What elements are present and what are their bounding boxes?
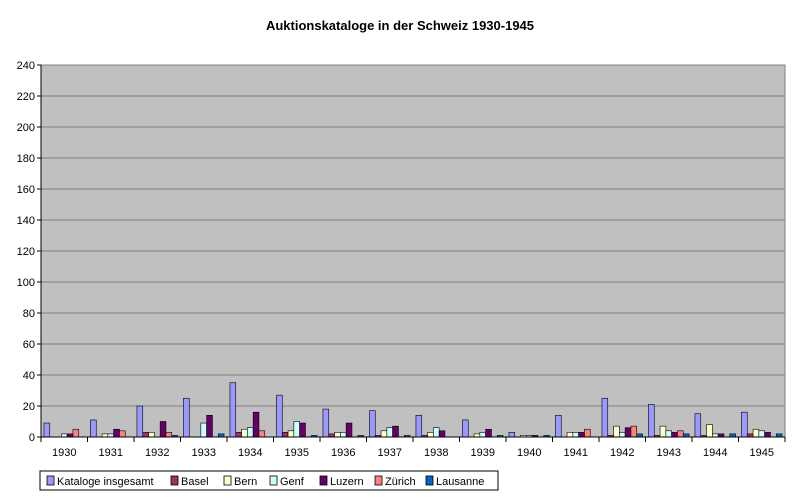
- x-tick-label: 1934: [238, 447, 263, 459]
- bar: [695, 414, 701, 437]
- bar: [631, 426, 637, 437]
- bar: [207, 415, 213, 437]
- bar: [381, 431, 387, 437]
- bar: [584, 429, 590, 437]
- bar: [114, 429, 120, 437]
- legend-label: Zürich: [385, 476, 416, 488]
- bar: [335, 432, 341, 437]
- legend-label: Genf: [280, 476, 304, 488]
- bar: [276, 395, 282, 437]
- bar: [666, 431, 672, 437]
- bar: [759, 431, 765, 437]
- bar: [259, 431, 265, 437]
- bar: [242, 429, 248, 437]
- bar: [300, 423, 306, 437]
- bar: [480, 432, 486, 437]
- legend-swatch: [375, 476, 382, 485]
- bar: [486, 429, 492, 437]
- bar: [462, 420, 468, 437]
- bar: [439, 431, 445, 437]
- y-tick-label: 20: [22, 401, 35, 413]
- bar: [73, 429, 79, 437]
- bar: [44, 423, 50, 437]
- bar: [555, 415, 561, 437]
- bar: [567, 432, 573, 437]
- bar: [428, 432, 434, 437]
- bar: [602, 398, 608, 437]
- legend-label: Kataloge insgesamt: [57, 476, 154, 488]
- y-tick-label: 120: [16, 246, 35, 258]
- y-tick-label: 160: [16, 184, 35, 196]
- x-tick-label: 1931: [98, 447, 123, 459]
- bar: [387, 428, 393, 437]
- x-tick-label: 1939: [470, 447, 495, 459]
- bar: [433, 428, 439, 437]
- x-tick-label: 1932: [145, 447, 170, 459]
- legend-label: Basel: [181, 476, 209, 488]
- chart-title: Auktionskataloge in der Schweiz 1930-1945: [265, 18, 535, 33]
- legend-swatch: [426, 476, 433, 485]
- y-tick-label: 240: [16, 60, 35, 72]
- y-axis: [17, 60, 41, 444]
- bar: [416, 415, 422, 437]
- bar: [323, 409, 329, 437]
- x-tick-label: 1945: [749, 447, 774, 459]
- bar: [253, 412, 259, 437]
- bar: [137, 406, 143, 437]
- x-tick-label: 1944: [703, 447, 728, 459]
- bar: [236, 432, 242, 437]
- y-tick-label: 0: [28, 432, 35, 444]
- bar: [119, 431, 125, 437]
- bar: [282, 432, 288, 437]
- legend-label: Bern: [234, 476, 258, 488]
- bar: [573, 432, 579, 437]
- legend-swatch: [270, 476, 277, 485]
- bar: [230, 383, 236, 437]
- x-tick-label: 1935: [284, 447, 309, 459]
- bar: [509, 432, 515, 437]
- bar: [619, 432, 625, 437]
- x-tick-label: 1930: [52, 447, 77, 459]
- bar: [143, 432, 149, 437]
- bar: [346, 423, 352, 437]
- x-tick-label: 1942: [610, 447, 635, 459]
- bar: [160, 422, 166, 438]
- x-tick-label: 1933: [191, 447, 216, 459]
- bar: [90, 420, 96, 437]
- bar: [201, 423, 207, 437]
- bar: [765, 432, 771, 437]
- y-tick-label: 220: [16, 91, 35, 103]
- x-tick-label: 1937: [377, 447, 402, 459]
- bar: [753, 429, 759, 437]
- legend-label: Lausanne: [436, 476, 485, 488]
- bar: [672, 432, 678, 437]
- bar: [707, 425, 713, 437]
- legend-label: Luzern: [330, 476, 364, 488]
- bar: [369, 411, 375, 437]
- x-tick-label: 1941: [563, 447, 588, 459]
- x-axis: [41, 437, 785, 459]
- bar: [614, 426, 620, 437]
- y-tick-label: 200: [16, 122, 35, 134]
- legend-swatch: [171, 476, 178, 485]
- y-tick-label: 60: [22, 339, 35, 351]
- bar: [288, 431, 294, 437]
- bar: [660, 426, 666, 437]
- bar: [579, 432, 585, 437]
- bar: [393, 426, 399, 437]
- legend-swatch: [320, 476, 327, 485]
- y-tick-label: 140: [16, 215, 35, 227]
- bar: [340, 432, 346, 437]
- y-tick-label: 40: [22, 370, 35, 382]
- x-tick-label: 1936: [331, 447, 356, 459]
- y-tick-label: 80: [22, 308, 35, 320]
- legend-swatch: [224, 476, 231, 485]
- bar: [648, 404, 654, 437]
- bar: [149, 432, 155, 437]
- bar: [625, 428, 631, 437]
- bar: [294, 422, 300, 438]
- bar: [677, 431, 683, 437]
- x-tick-label: 1943: [656, 447, 681, 459]
- y-tick-label: 100: [16, 277, 35, 289]
- x-tick-label: 1938: [424, 447, 449, 459]
- bar: [183, 398, 189, 437]
- legend-swatch: [47, 476, 54, 485]
- bar: [741, 412, 747, 437]
- bar: [166, 432, 172, 437]
- y-tick-label: 180: [16, 153, 35, 165]
- x-tick-label: 1940: [517, 447, 542, 459]
- bar: [247, 428, 253, 437]
